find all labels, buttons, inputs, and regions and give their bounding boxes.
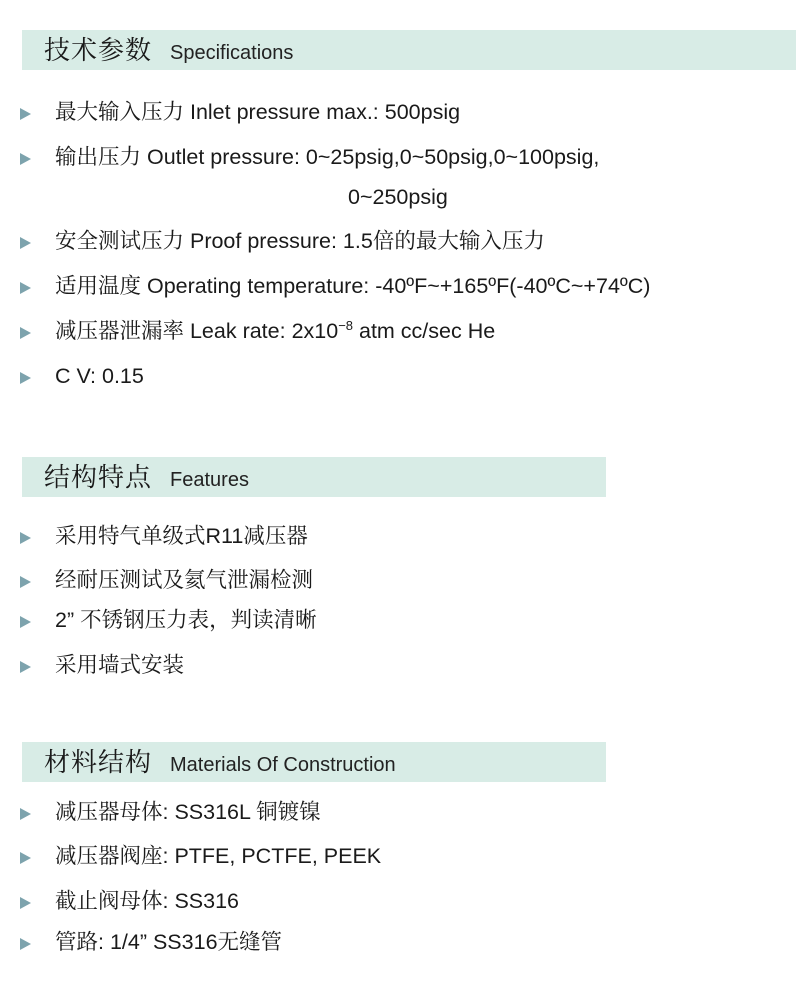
- material-item: [20, 843, 381, 869]
- bullet-arrow-icon: [20, 532, 31, 544]
- bullet-arrow-icon: [20, 237, 31, 249]
- bullet-arrow-icon: [20, 616, 31, 628]
- material-text: 减压器母体: SS316L 铜镀镍: [55, 800, 321, 824]
- material-text: 减压器阀座: PTFE, PCTFE, PEEK: [55, 844, 382, 868]
- material-item: [20, 929, 282, 955]
- spec-outlet-pressure: [20, 144, 599, 170]
- feature-item: [20, 567, 313, 593]
- bullet-arrow-icon: [20, 897, 31, 909]
- materials-title-cn: 材料结构: [44, 747, 153, 777]
- feature-item: [20, 652, 184, 678]
- spec-leak-rate: [20, 318, 495, 344]
- material-text: 截止阀母体: SS316: [55, 889, 239, 913]
- feature-text: 采用特气单级式R11减压器: [55, 524, 308, 548]
- leak-rate-label: 减压器泄漏率 Leak rate: 2x10: [55, 319, 339, 343]
- bullet-arrow-icon: [20, 282, 31, 294]
- materials-title-en: Materials Of Construction: [170, 754, 396, 776]
- specs-header: [22, 30, 796, 70]
- spec-text: 安全测试压力 Proof pressure: 1.5倍的最大输入压力: [55, 229, 545, 253]
- spec-text: C V: 0.15: [55, 364, 144, 388]
- spec-operating-temp: [20, 273, 650, 299]
- feature-text: 2” 不锈钢压力表，判读清晰: [55, 608, 317, 632]
- spec-outlet-pressure-cont: 0~250psig: [348, 185, 448, 209]
- materials-header: [22, 742, 606, 782]
- bullet-arrow-icon: [20, 153, 31, 165]
- feature-item: [20, 523, 308, 549]
- bullet-arrow-icon: [20, 938, 31, 950]
- features-header: [22, 457, 606, 497]
- bullet-arrow-icon: [20, 576, 31, 588]
- feature-text: 采用墙式安装: [55, 653, 185, 677]
- spec-proof-pressure: [20, 228, 545, 254]
- specs-title-cn: 技术参数: [44, 35, 153, 65]
- bullet-arrow-icon: [20, 108, 31, 120]
- bullet-arrow-icon: [20, 661, 31, 673]
- leak-rate-tail: atm cc/sec He: [353, 319, 496, 343]
- feature-item: [20, 607, 317, 633]
- material-text: 管路: 1/4” SS316无缝管: [55, 930, 283, 954]
- leak-rate-exponent: −8: [338, 317, 354, 333]
- spec-text: 适用温度 Operating temperature: -40ºF~+165ºF(-40ºC~+74ºC): [55, 274, 651, 298]
- features-title-en: Features: [170, 469, 249, 491]
- spec-text: 输出压力 Outlet pressure: 0~25psig,0~50psig,0~100psig,: [55, 145, 600, 169]
- specs-title-en: Specifications: [170, 42, 294, 64]
- spec-cv: [20, 363, 144, 389]
- bullet-arrow-icon: [20, 852, 31, 864]
- bullet-arrow-icon: [20, 327, 31, 339]
- material-item: [20, 888, 239, 914]
- material-item: [20, 799, 321, 825]
- bullet-arrow-icon: [20, 372, 31, 384]
- features-title-cn: 结构特点: [44, 462, 153, 492]
- spec-inlet-pressure: [20, 99, 460, 125]
- spec-text: 最大输入压力 Inlet pressure max.: 500psig: [55, 100, 461, 124]
- bullet-arrow-icon: [20, 808, 31, 820]
- spec-text: [55, 318, 495, 344]
- feature-text: 经耐压测试及氦气泄漏检测: [55, 568, 314, 592]
